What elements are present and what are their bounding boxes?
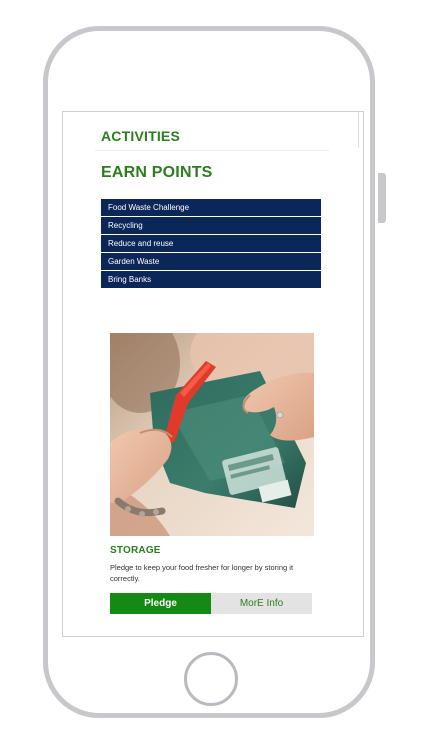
activity-menu [101, 199, 321, 289]
pledge-button[interactable]: Pledge [110, 593, 211, 614]
phone-screen [62, 111, 364, 637]
menu-item-garden-waste[interactable]: Garden Waste [101, 253, 321, 270]
home-button[interactable] [184, 652, 238, 706]
menu-item-recycling[interactable]: Recycling [101, 217, 321, 234]
card-actions [110, 593, 312, 614]
earn-points-title: EARN POINTS [101, 164, 213, 181]
menu-item-reduce-and-reuse[interactable]: Reduce and reuse [101, 235, 321, 252]
title-divider [95, 150, 329, 151]
card-description: Pledge to keep your food fresher for longer by storing it correctly. [110, 563, 294, 583]
more-info-button[interactable]: MorE Info [211, 593, 312, 614]
card-title: STORAGE [110, 545, 161, 556]
screen-content [63, 112, 363, 636]
activities-title: ACTIVITIES [101, 128, 181, 144]
menu-item-bring-banks[interactable]: Bring Banks [101, 271, 321, 288]
storage-photo [110, 333, 314, 536]
scroll-edge [358, 112, 359, 148]
storage-photo-illustration [110, 333, 314, 536]
menu-item-food-waste-challenge[interactable]: Food Waste Challenge [101, 199, 321, 216]
side-volume-button[interactable] [378, 173, 386, 223]
